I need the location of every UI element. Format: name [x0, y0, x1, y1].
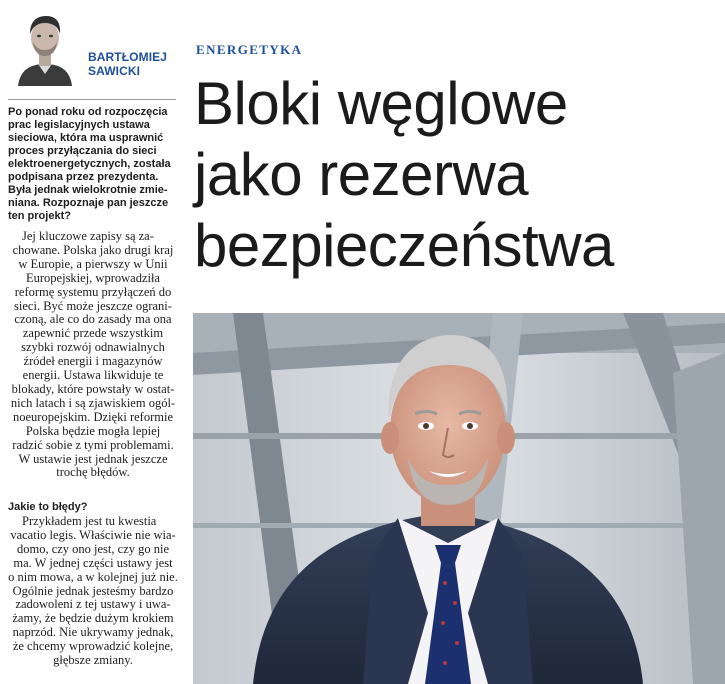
interview-answer	[8, 515, 178, 668]
answer-line: chowane. Polska jako drugi kraj	[12, 242, 174, 257]
question-line: prac legislacyjnych ustawa	[8, 119, 150, 131]
answer-line: zadowoleni z tej ustawy i uwa-	[15, 597, 171, 612]
interview-answer	[8, 230, 178, 480]
answer-line: blokady, które powstały w ostat-	[11, 381, 175, 396]
answer-line: w Europie, a pierwszy w Unii	[18, 256, 168, 271]
answer-line: zapewnić przede wszystkim	[22, 326, 164, 341]
question-line: podpisana przez prezydenta.	[8, 171, 159, 183]
headline-line: bezpieczeństwa	[194, 212, 614, 279]
author-name	[88, 50, 178, 78]
author-byline	[8, 10, 176, 88]
answer-line: vacatio legis. Właściwie nie wia-	[10, 527, 176, 542]
answer-line: Europejskiej, wprowadziła	[26, 270, 160, 285]
answer-line: że chcemy wprowadzić kolejne,	[12, 639, 174, 654]
answer-line: głębsze zmiany.	[53, 653, 133, 668]
byline-divider	[8, 99, 176, 100]
question-line: elektroenergetycznych, została	[8, 158, 171, 170]
answer-line: Jej kluczowe zapisy są za-	[22, 229, 154, 243]
author-name-line: SAWICKI	[88, 64, 141, 78]
answer-line: szybki rozwój odnawialnych	[21, 340, 165, 355]
author-name-line: BARTŁOMIEJ	[88, 50, 167, 64]
question-line: ten projekt?	[8, 210, 71, 222]
section-label: ENERGETYKA	[196, 42, 303, 57]
question-line: niana. Rozpoznaje pan jeszcze	[8, 197, 169, 209]
headline-line: jako rezerwa	[194, 141, 529, 208]
answer-line: reformę systemu przyłączeń do	[14, 284, 172, 299]
answer-line: czoną, ale co do zasady ma ona	[14, 312, 172, 327]
answer-line: o nim mowa, a w kolejnej już nie.	[8, 569, 178, 584]
answer-line: ma. W jednej części ustawy jest	[13, 555, 173, 570]
interview-question	[8, 106, 178, 223]
answer-line: naprzód. Nie ukrywamy jednak,	[12, 625, 174, 640]
answer-line: Polska będzie mogła lepiej	[25, 423, 161, 438]
answer-line: sieci. Być może jeszcze ograni-	[14, 298, 172, 313]
answer-line: Ogólnie jednak jesteśmy bardzo	[12, 583, 174, 598]
question-line: sieciowa, która ma usprawnić	[8, 132, 164, 144]
answer-line: energii. Ustawa likwiduje te	[22, 368, 164, 383]
answer-line: radzić sobie z tymi problemami.	[12, 437, 174, 452]
main-photo	[193, 313, 725, 684]
headline-line: Bloki węglowe	[194, 70, 568, 137]
question-line: Po ponad roku od rozpoczęcia	[8, 106, 168, 118]
answer-line: noeuropejskim. Dzięki reformie	[12, 409, 174, 424]
answer-line: trochę błędów.	[56, 465, 130, 480]
interview-question	[8, 501, 178, 514]
question-line: proces przyłączania do sieci	[8, 145, 157, 157]
answer-line: źródeł energii i magazynów	[23, 354, 163, 369]
answer-line: domo, czy ono jest, czy go nie	[16, 541, 170, 556]
author-portrait	[14, 12, 76, 86]
question-line: Jakie to błędy?	[8, 501, 88, 513]
headline	[194, 68, 714, 281]
answer-line: Przykładem jest tu kwestia	[22, 514, 157, 528]
answer-line: nich latach i są zjawiskiem ogól-	[10, 395, 176, 410]
question-line: Była jednak wielokrotnie zmie-	[8, 184, 168, 196]
answer-line: żamy, że będzie dużym krokiem	[12, 611, 174, 626]
left-column	[0, 0, 183, 684]
answer-line: W ustawie jest jednak jeszcze	[18, 451, 168, 466]
